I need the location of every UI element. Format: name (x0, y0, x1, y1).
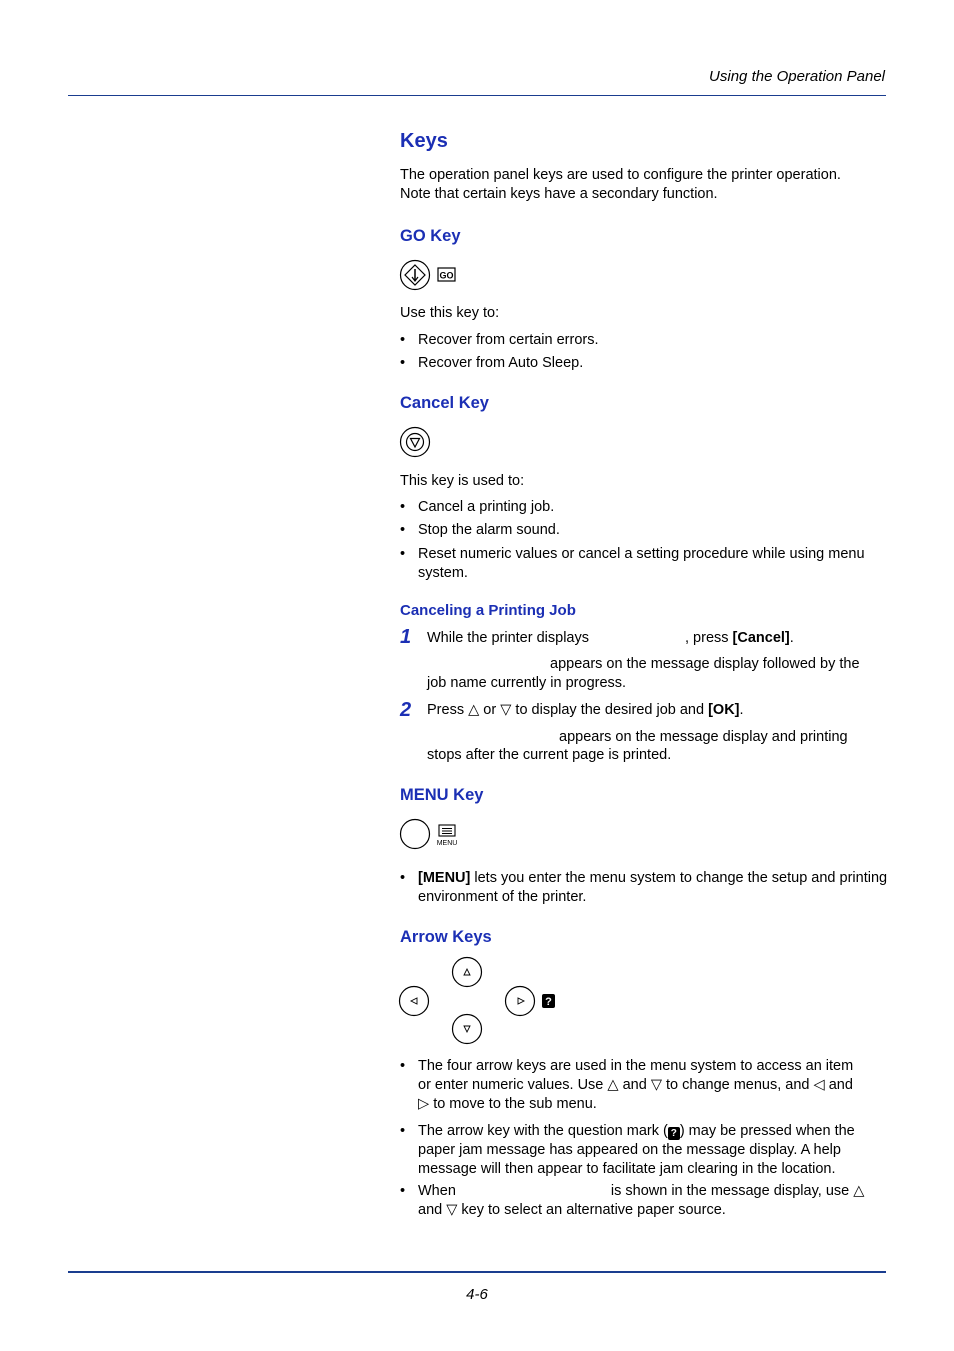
cancel-key-heading: Cancel Key (400, 394, 489, 412)
running-header: Using the Operation Panel (709, 68, 885, 85)
bullet: • (400, 1183, 406, 1199)
keys-intro-line1: The operation panel keys are used to configure the printer operation. (400, 167, 841, 183)
step-2-line1: Press △ or ▽ to display the desired job and [OK]. (427, 702, 744, 718)
go-key-heading: GO Key (400, 227, 461, 245)
section-title-keys: Keys (400, 130, 448, 152)
menu-key-icon (400, 819, 465, 851)
arrow-keys-icon (398, 957, 563, 1047)
go-key-lead: Use this key to: (400, 305, 500, 321)
bullet: • (400, 546, 406, 562)
cancel-key-icon (400, 427, 432, 459)
bullet: • (400, 355, 406, 371)
step-1-line2: appears on the message display followed by the (550, 656, 860, 672)
bullet: • (400, 1058, 406, 1074)
step-2-number: 2 (400, 699, 412, 721)
step-2-line3: stops after the current page is printed. (427, 747, 672, 763)
bullet: • (400, 1123, 406, 1139)
question-mark-icon (542, 994, 555, 1008)
up-arrow-glyph: △ (607, 1077, 619, 1093)
right-arrow-glyph: ▷ (418, 1096, 430, 1112)
up-arrow-key-icon (453, 958, 482, 987)
step-2-line2: appears on the message display and printing (559, 729, 848, 745)
go-key-label: GO (439, 270, 454, 281)
canceling-heading: Canceling a Printing Job (400, 602, 576, 619)
page-number: 4-6 (466, 1286, 488, 1303)
cancel-key-lead: This key is used to: (400, 473, 525, 489)
right-arrow-key-icon (506, 987, 535, 1016)
down-arrow-key-icon (453, 1015, 482, 1044)
menu-key-heading: MENU Key (400, 786, 484, 804)
down-arrow-glyph: ▽ (446, 1202, 458, 1218)
down-arrow-glyph: ▽ (650, 1077, 662, 1093)
menu-key-label: MENU (436, 840, 458, 847)
step-1-line3: job name currently in progress. (427, 675, 627, 691)
header-rule (68, 95, 886, 96)
keys-intro-line2: Note that certain keys have a secondary function. (400, 186, 718, 202)
go-key-icon (400, 260, 460, 290)
up-arrow-glyph: △ (468, 702, 480, 718)
svg-text:?: ? (545, 996, 552, 1008)
step-1-number: 1 (400, 626, 412, 648)
footer-rule (68, 1271, 886, 1273)
bullet: • (400, 522, 406, 538)
bullet: • (400, 332, 406, 348)
step-1-line1: While the printer displays , press [Cancel]. (427, 630, 794, 646)
up-arrow-glyph: △ (853, 1183, 865, 1199)
question-mark-icon: ? (668, 1127, 680, 1140)
left-arrow-glyph: ◁ (813, 1077, 825, 1093)
left-arrow-key-icon (400, 987, 429, 1016)
arrow-keys-heading: Arrow Keys (400, 928, 492, 946)
bullet: • (400, 870, 406, 886)
bullet: • (400, 499, 406, 515)
down-arrow-glyph: ▽ (500, 702, 512, 718)
